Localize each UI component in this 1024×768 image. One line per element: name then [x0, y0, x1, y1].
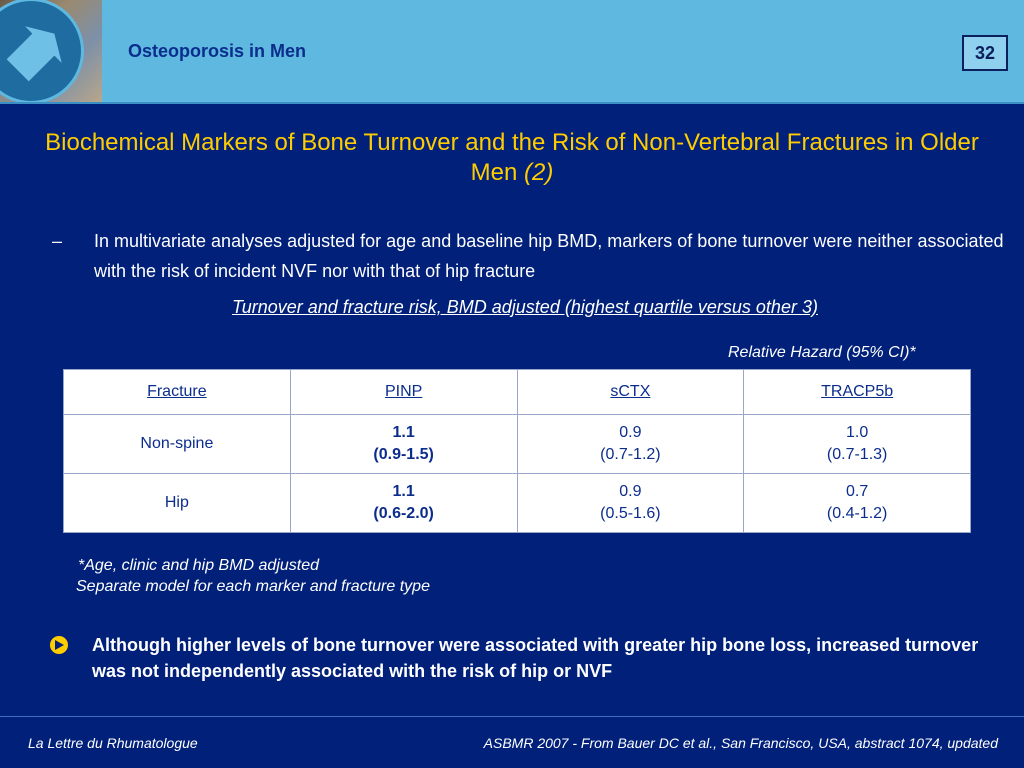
header-tracp5b: TRACP5b	[744, 370, 971, 415]
cell-pinp	[290, 474, 517, 533]
cell-value: 1.1	[392, 483, 415, 500]
footnote-model: Separate model for each marker and fracture type	[76, 578, 430, 595]
cell-ci: (0.9-1.5)	[373, 446, 434, 463]
cell-pinp	[290, 415, 517, 474]
cell-tracp5b	[744, 474, 971, 533]
header-sctx: sCTX	[517, 370, 744, 415]
table-header-row	[64, 370, 971, 415]
footnote	[76, 555, 430, 597]
bullet-conclusion-text: Although higher levels of bone turnover were associated with greater hip bone loss, increased turnover was not independently associated with the risk of hip or NVF	[92, 635, 979, 681]
header-title: Osteoporosis in Men	[128, 41, 307, 61]
row-label: Hip	[64, 474, 291, 533]
hazard-label: Relative Hazard (95% CI)*	[728, 344, 916, 361]
cell-ci: (0.4-1.2)	[826, 505, 888, 522]
page-number: 32	[962, 35, 1008, 71]
table-row	[64, 415, 971, 474]
cell-value: 0.7	[846, 483, 869, 500]
footer-divider	[0, 716, 1024, 717]
bullet-multivariate-text: In multivariate analyses adjusted for age and baseline hip BMD, markers of bone turnover were neither associated with the risk of incident NVF nor with that of hip fracture	[94, 231, 1004, 281]
footer-journal: La Lettre du Rhumatologue	[28, 735, 198, 751]
arrow-bullet-icon	[50, 636, 68, 654]
logo-icon	[0, 0, 102, 102]
table-caption: Turnover and fracture risk, BMD adjusted (highest quartile versus other 3)	[232, 297, 818, 317]
dash-icon: –	[52, 231, 63, 251]
cell-value: 1.0	[846, 424, 869, 441]
cell-tracp5b	[744, 415, 971, 474]
cell-ci: (0.7-1.3)	[826, 446, 888, 463]
table-row	[64, 474, 971, 533]
header-pinp: PINP	[290, 370, 517, 415]
row-label: Non-spine	[64, 415, 291, 474]
footnote-adjusted: *Age, clinic and hip BMD adjusted	[78, 557, 320, 574]
bullet-multivariate	[52, 226, 1012, 286]
header-fracture: Fracture	[64, 370, 291, 415]
cell-sctx	[517, 474, 744, 533]
cell-value: 0.9	[619, 483, 642, 500]
cell-ci: (0.5-1.6)	[600, 505, 661, 522]
header-bar	[0, 0, 1024, 104]
hazard-table	[63, 369, 971, 533]
cell-sctx	[517, 415, 744, 474]
bullet-conclusion	[50, 632, 1010, 684]
footer-source: ASBMR 2007 - From Bauer DC et al., San Francisco, USA, abstract 1074, updated	[483, 735, 998, 751]
cell-value: 1.1	[392, 424, 415, 441]
slide-title-suffix: (2)	[524, 159, 554, 186]
cell-value: 0.9	[619, 424, 642, 441]
slide-title	[40, 128, 984, 188]
cell-ci: (0.6-2.0)	[373, 505, 434, 522]
slide-title-main: Biochemical Markers of Bone Turnover and the Risk of Non-Vertebral Fractures in Older Men	[45, 129, 979, 186]
cell-ci: (0.7-1.2)	[600, 446, 661, 463]
